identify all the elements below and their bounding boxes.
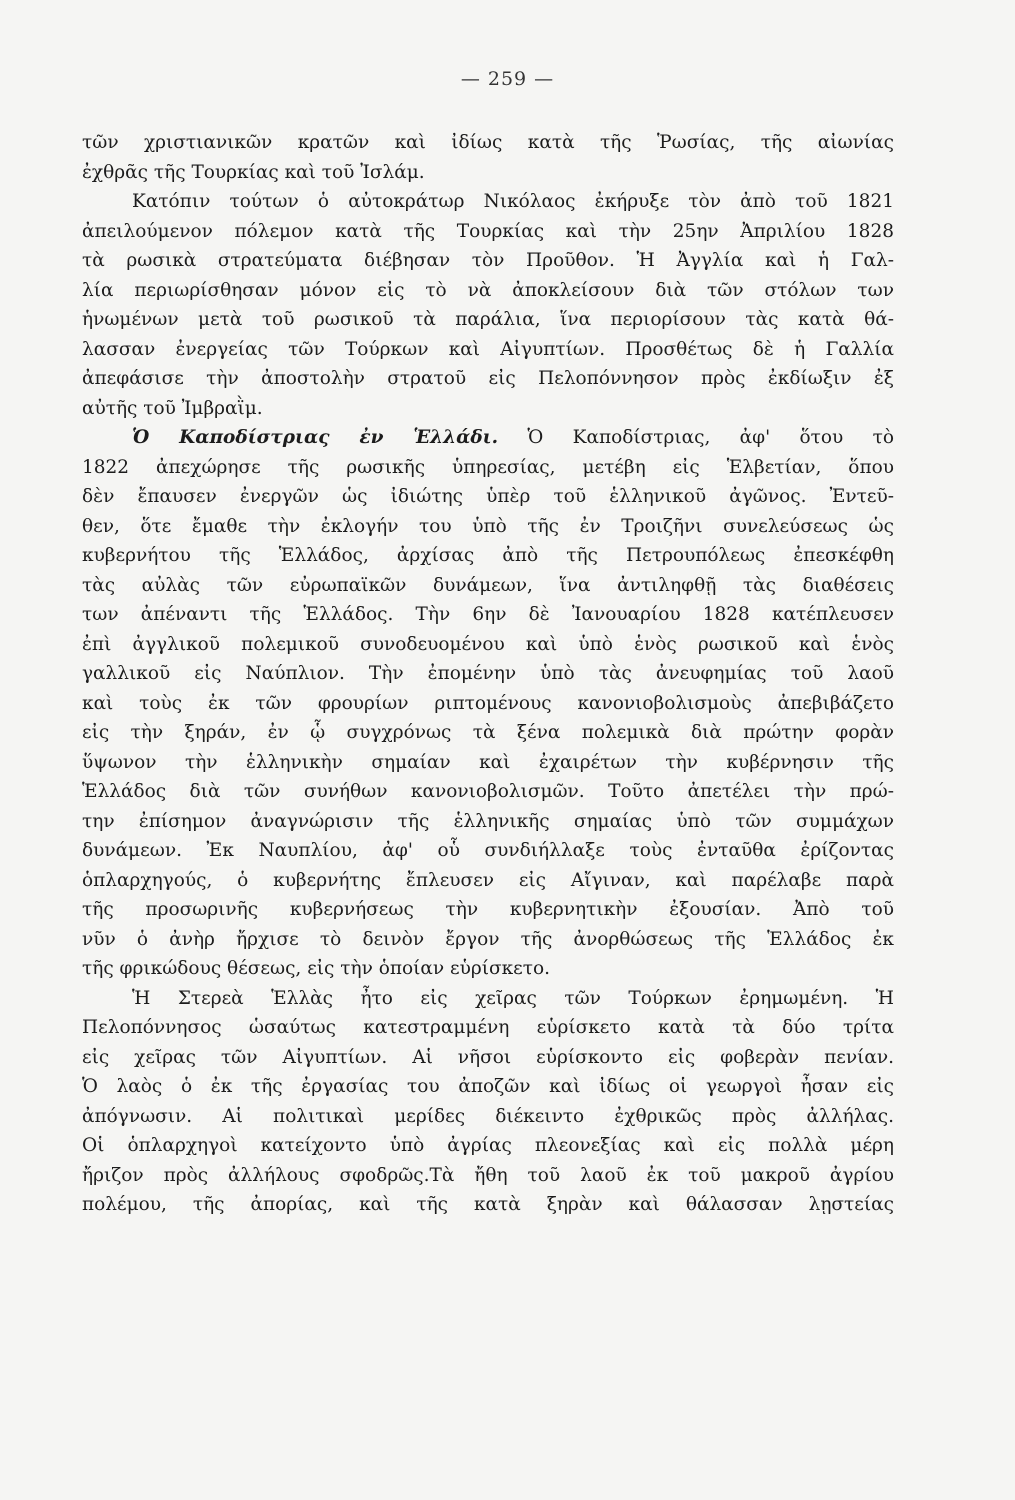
text-line: τῆς προσωρινῆς κυβερνήσεως τὴν κυβερνητικὴν ἐξουσίαν. Ἀπὸ τοῦ <box>82 899 894 920</box>
page-number: — 259 — <box>460 68 555 90</box>
body-text <box>82 128 894 1220</box>
paragraph-1 <box>82 128 894 187</box>
text-line: λία περιωρίσθησαν μόνον εἰς τὸ νὰ ἀποκλείσουν διὰ τῶν στόλων των <box>82 279 894 301</box>
text-line: θεν, ὅτε ἔμαθε τὴν ἐκλογήν του ὑπὸ τῆς ἐν Τροιζῆνι συνελεύσεως ὡς <box>82 515 894 537</box>
text-line <box>82 423 894 453</box>
paragraph-4 <box>82 984 894 1220</box>
text-line: ὕψωνον τὴν ἑλληνικὴν σημαίαν καὶ ἐχαιρέτων τὴν κυβέρνησιν τῆς <box>82 751 894 773</box>
text-line: τὰ ρωσικὰ στρατεύματα διέβησαν τὸν Προῦθον. Ἡ Ἀγγλία καὶ ἡ Γαλ- <box>82 250 894 271</box>
text-line: Πελοπόννησος ὡσαύτως κατεστραμμένη εὑρίσκετο κατὰ τὰ δύο τρίτα <box>82 1017 894 1038</box>
text-line: ἡνωμένων μετὰ τοῦ ρωσικοῦ τὰ παράλια, ἵνα περιορίσουν τὰς κατὰ θά- <box>82 309 894 330</box>
text-line: δυνάμεων. Ἐκ Ναυπλίου, ἀφ' οὗ συνδιήλλαξε τοὺς ἐνταῦθα ἐρίζοντας <box>82 840 894 861</box>
text-line: δὲν ἔπαυσεν ἐνεργῶν ὡς ἰδιώτης ὑπὲρ τοῦ ἑλληνικοῦ ἀγῶνος. Ἐντεῦ- <box>82 486 894 507</box>
heading-line-text: Ὁ Καποδίστριας, ἀφ' ὅτου τὸ <box>498 427 894 448</box>
text-line: κυβερνήτου τῆς Ἑλλάδος, ἀρχίσας ἀπὸ τῆς Πετρουπόλεως ἐπεσκέφθη <box>82 545 894 566</box>
text-line: λασσαν ἐνεργείας τῶν Τούρκων καὶ Αἰγυπτίων. Προσθέτως δὲ ἡ Γαλλία <box>82 338 894 360</box>
paragraph-3 <box>82 423 894 984</box>
text-line: την ἐπίσημον ἀναγνώρισιν τῆς ἑλληνικῆς σημαίας ὑπὸ τῶν συμμάχων <box>82 810 894 832</box>
text-line: ἤριζον πρὸς ἀλλήλους σφοδρῶς.Τὰ ἤθη τοῦ λαοῦ ἐκ τοῦ μακροῦ ἀγρίου <box>82 1164 894 1186</box>
text-line: ἀπόγνωσιν. Αἱ πολιτικαὶ μερίδες διέκειντο ἐχθρικῶς πρὸς ἀλλήλας. <box>82 1105 894 1127</box>
text-line: τῆς φρικώδους θέσεως, εἰς τὴν ὁποίαν εὑρίσκετο. <box>82 958 551 979</box>
text-line: Ἡ Στερεὰ Ἑλλὰς ἦτο εἰς χεῖρας τῶν Τούρκων ἐρημωμένη. Ἡ <box>132 987 894 1009</box>
text-line: Ὁ λαὸς ὁ ἐκ τῆς ἐργασίας του ἀποζῶν καὶ ἰδίως οἱ γεωργοὶ ἦσαν εἰς <box>82 1076 894 1097</box>
text-line: τῶν χριστιανικῶν κρατῶν καὶ ἰδίως κατὰ τῆς Ῥωσίας, τῆς αἰωνίας <box>82 132 894 153</box>
text-line: νῦν ὁ ἀνὴρ ἤρχισε τὸ δεινὸν ἔργον τῆς ἀνορθώσεως τῆς Ἑλλάδος ἐκ <box>82 928 894 950</box>
text-line: ὁπλαρχηγούς, ὁ κυβερνήτης ἔπλευσεν εἰς Αἴγιναν, καὶ παρέλαβε παρὰ <box>82 869 894 891</box>
text-line: εἰς τὴν ξηράν, ἐν ᾧ συγχρόνως τὰ ξένα πολεμικὰ διὰ πρώτην φορὰν <box>82 722 894 743</box>
section-heading: Ὁ Καποδίστριας ἐν Ἑλλάδι. <box>132 427 499 448</box>
text-line: ἐχθρᾶς τῆς Τουρκίας καὶ τοῦ Ἰσλάμ. <box>82 161 425 183</box>
text-line: Ἑλλάδος διὰ τῶν συνήθων κανονιοβολισμῶν. Τοῦτο ἀπετέλει τὴν πρώ- <box>82 781 894 802</box>
text-line: καὶ τοὺς ἐκ τῶν φρουρίων ριπτομένους κανονιοβολισμοὺς ἀπεβιβάζετο <box>82 692 894 714</box>
text-line: Οἱ ὁπλαρχηγοὶ κατείχοντο ὑπὸ ἀγρίας πλεονεξίας καὶ εἰς πολλὰ μέρη <box>82 1135 894 1156</box>
paragraph-2 <box>82 187 894 423</box>
text-line: ἀπειλούμενον πόλεμον κατὰ τῆς Τουρκίας καὶ τὴν 25ην Ἀπριλίου 1828 <box>82 220 894 242</box>
text-line: αὐτῆς τοῦ Ἰμβραῒμ. <box>82 397 263 419</box>
text-line: 1822 ἀπεχώρησε τῆς ρωσικῆς ὑπηρεσίας, μετέβη εἰς Ἑλβετίαν, ὅπου <box>82 456 894 478</box>
text-line: γαλλικοῦ εἰς Ναύπλιον. Τὴν ἐπομένην ὑπὸ τὰς ἀνευφημίας τοῦ λαοῦ <box>82 663 894 684</box>
text-line: ἀπεφάσισε τὴν ἀποστολὴν στρατοῦ εἰς Πελοπόννησον πρὸς ἐκδίωξιν ἐξ <box>82 368 894 389</box>
text-line: Κατόπιν τούτων ὁ αὐτοκράτωρ Νικόλαος ἐκήρυξε τὸν ἀπὸ τοῦ 1821 <box>132 191 894 212</box>
text-line: πολέμου, τῆς ἀπορίας, καὶ τῆς κατὰ ξηρὰν καὶ θάλασσαν λῃστείας <box>82 1194 894 1215</box>
text-line: ἐπὶ ἀγγλικοῦ πολεμικοῦ συνοδευομένου καὶ ὑπὸ ἑνὸς ρωσικοῦ καὶ ἑνὸς <box>82 633 894 655</box>
text-line: των ἀπέναντι τῆς Ἑλλάδος. Τὴν 6ην δὲ Ἰανουαρίου 1828 κατέπλευσεν <box>82 604 894 625</box>
text-line: εἰς χεῖρας τῶν Αἰγυπτίων. Αἱ νῆσοι εὑρίσκοντο εἰς φοβερὰν πενίαν. <box>82 1046 894 1068</box>
text-line: τὰς αὐλὰς τῶν εὐρωπαϊκῶν δυνάμεων, ἵνα ἀντιληφθῇ τὰς διαθέσεις <box>82 574 894 596</box>
